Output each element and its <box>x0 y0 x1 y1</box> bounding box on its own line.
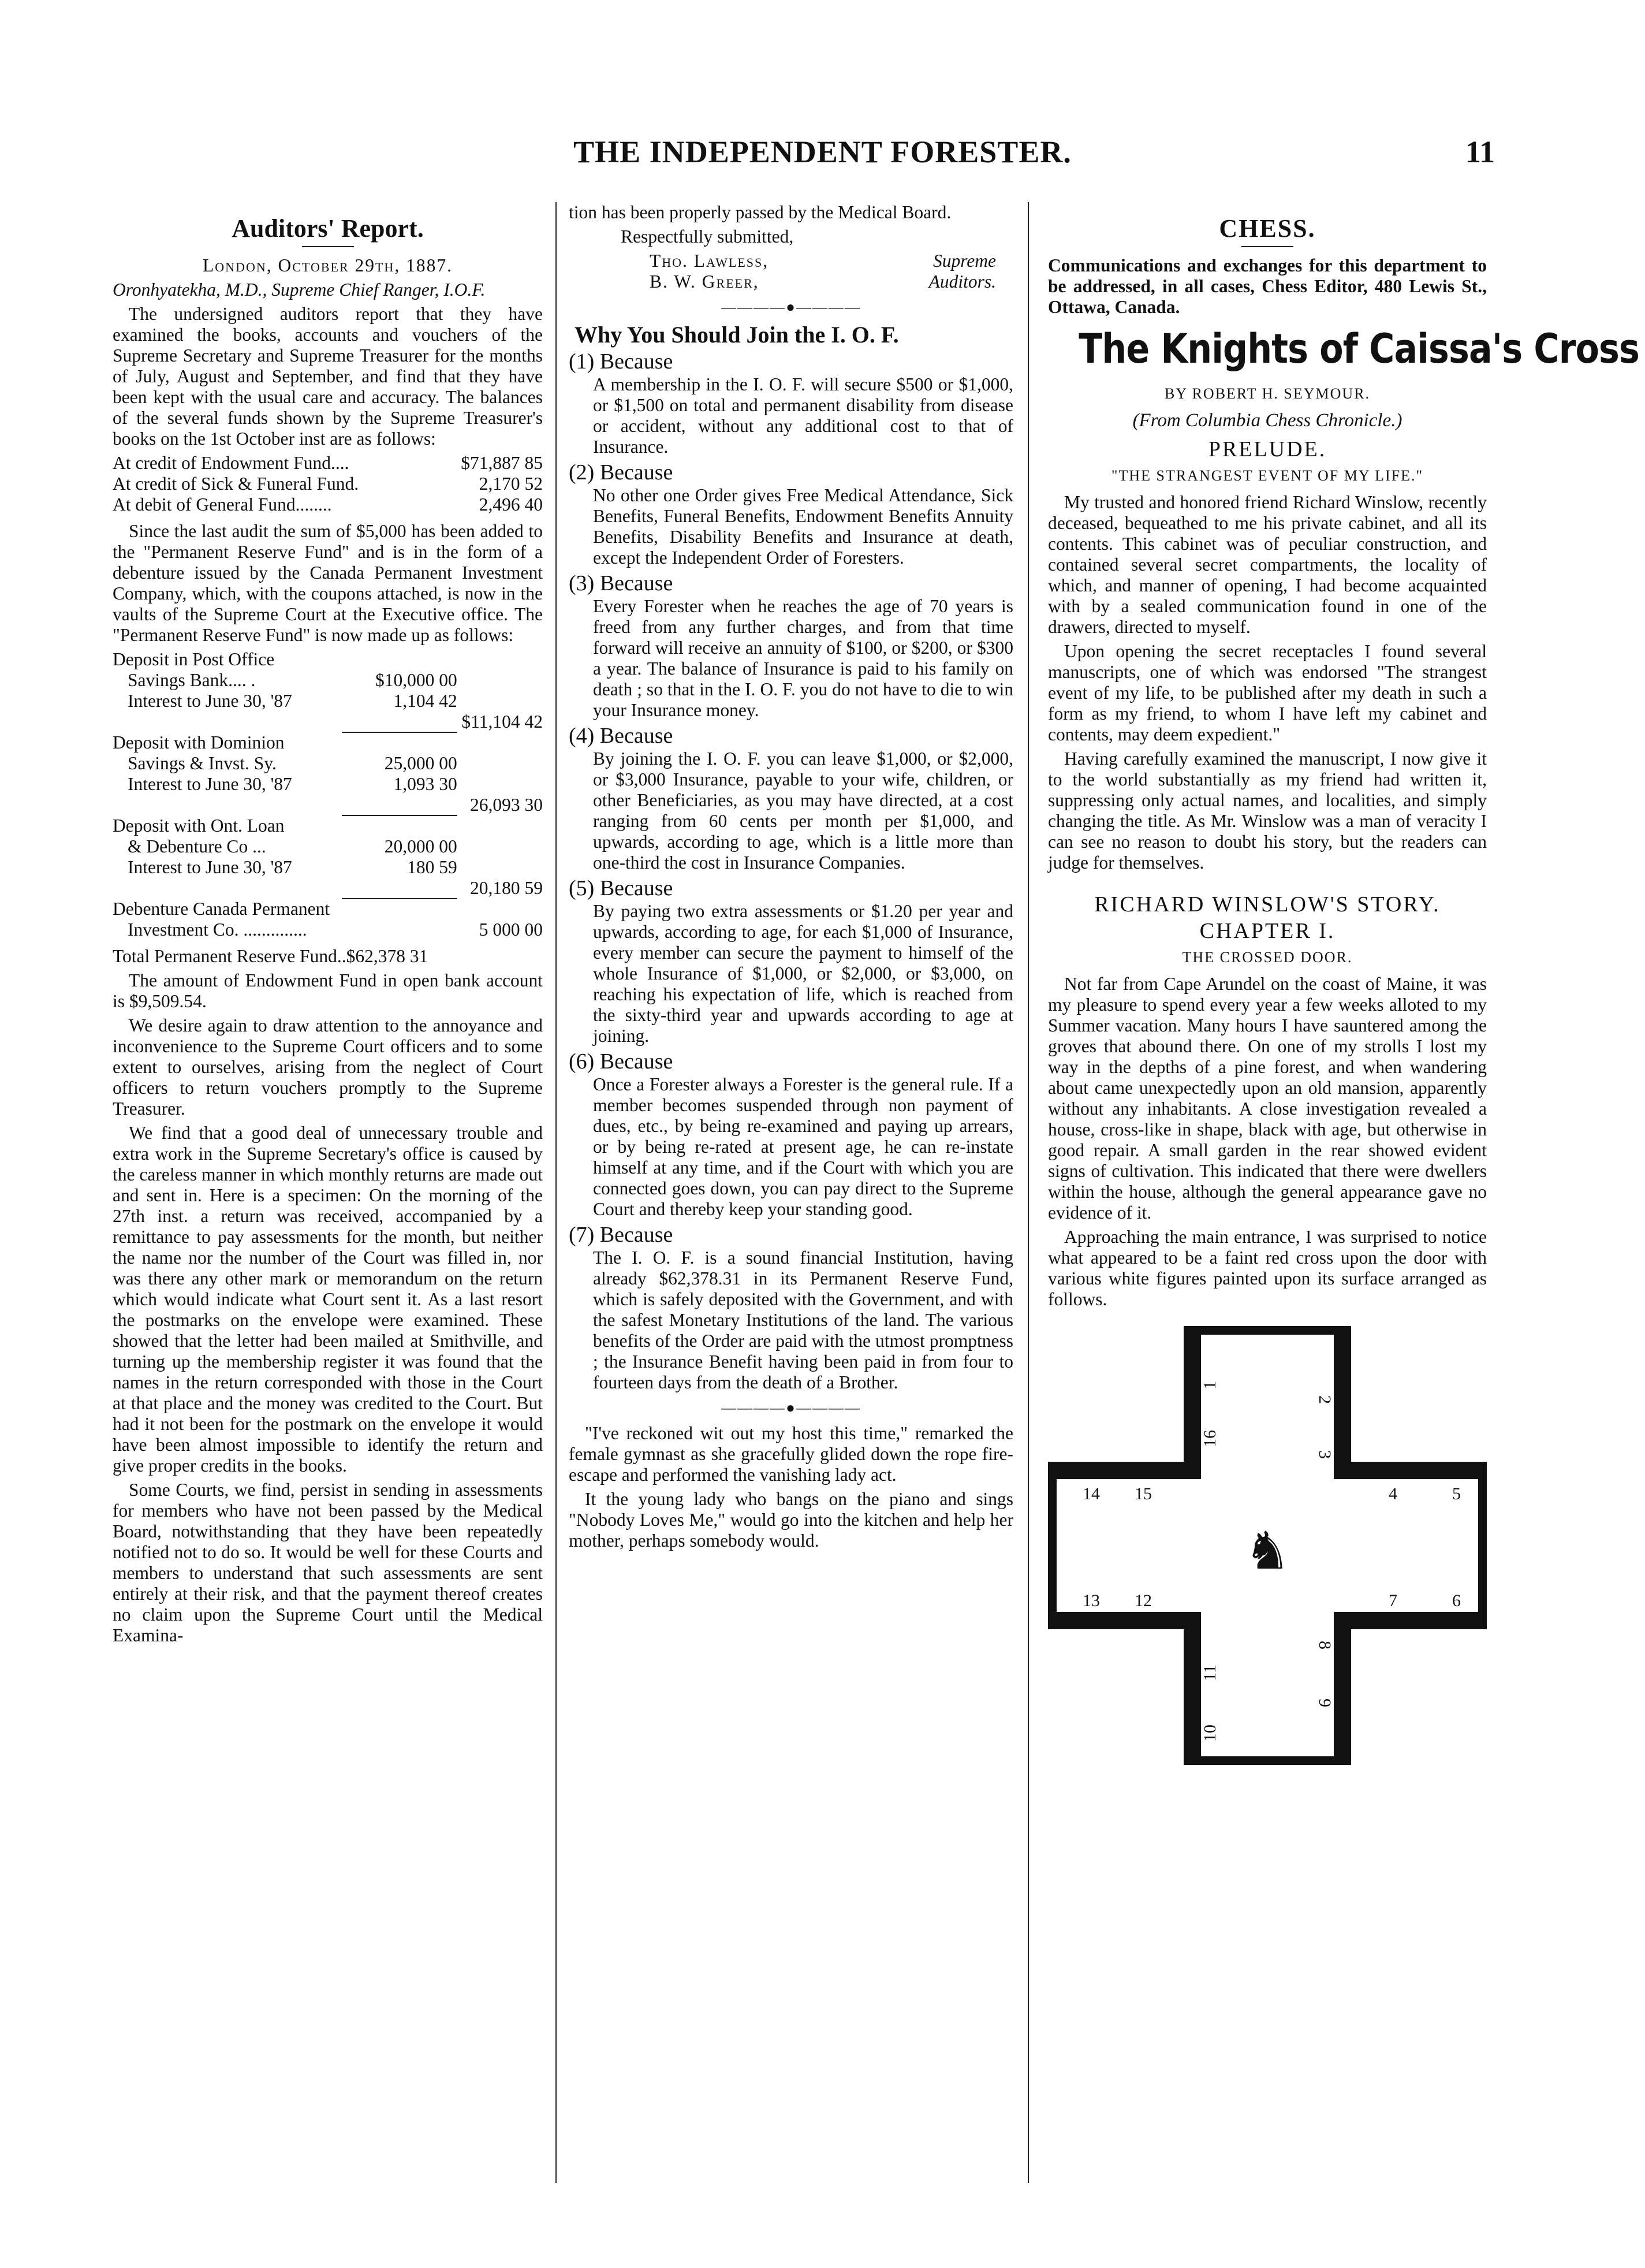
reserve-subtotal <box>342 919 457 940</box>
reserve-subtotal <box>342 732 457 753</box>
auditors-report-heading: Auditors' Report. <box>232 214 424 243</box>
cross-figure <box>1048 1326 1487 1765</box>
because-text: By paying two extra assessments or $1.20 per year and upwards, according to age, for each $1,000 of Insurance, every member can secure the payment to himself of the whole Insurance of $1,000, or $2,000, or $3,000, on reaching his expectation of life, which is reached from the sixty-third year and upwards according to age at joining. <box>593 901 1013 1046</box>
cross-number: 7 <box>1389 1591 1397 1610</box>
crossed-door-diagram <box>1048 1326 1487 1765</box>
prelude-paragraph: Upon opening the secret receptacles I found several manuscripts, one of which was endorsed "The strangest event of my life, to be published after my death in such a form as my friend, to whom I have left my cabinet and contents, may deem expedient." <box>1048 641 1487 744</box>
because-heading <box>569 1051 1013 1072</box>
reserve-amount <box>457 670 543 691</box>
because-label: Because <box>599 1049 673 1074</box>
cross-number: 9 <box>1315 1699 1334 1707</box>
cross-number: 12 <box>1135 1591 1152 1610</box>
why-join-list <box>569 351 1013 1393</box>
endowment-paragraph: The amount of Endowment Fund in open bank account is $9,509.54. <box>113 970 543 1011</box>
balance-label: At credit of Endowment Fund.... <box>113 453 349 473</box>
chapter-heading: CHAPTER I. <box>1199 919 1336 943</box>
table-row <box>113 857 543 878</box>
balance-amount: $71,887 85 <box>461 453 543 473</box>
cross-number: 2 <box>1315 1395 1334 1404</box>
why-join-heading: Why You Should Join the I. O. F. <box>575 322 899 348</box>
auditor-signer-1: Tho. Lawless, <box>650 251 769 271</box>
signature-row <box>650 271 996 292</box>
trouble-paragraph: We find that a good deal of unnecessary trouble and extra work in the Supreme Secretary's office is caused by the careless manner in which monthly returns are made out and sent in. Here is a specimen: On the morning of the 27th inst. a return was received, accompanied by a remittance to pay assessments for the month, but neither the name nor the number of the Court was filled in, nor was there any other mark or memorandum on the return which would indicate what Court sent it. As a last resort the postmarks on the envelope were examined. These showed that the letter had been mailed at Smithville, and turning up the membership register it was found that the names in the return corresponded with those in the Court at that place and the money was credited to the Court. But had it not been for the postmark on the envelope it would have been almost impossible to identify the return and give proper credits in the books. <box>113 1123 543 1476</box>
reserve-label: Interest to June 30, '87 <box>128 857 292 877</box>
reserve-label: Debenture Canada Permanent <box>113 899 330 919</box>
reserve-subtotal: 1,093 30 <box>393 774 457 794</box>
chapter-paragraph: Approaching the main entrance, I was surprised to notice what appeared to be a faint red cross upon the door with various white figures painted upon its surface arranged as follows. <box>1048 1227 1487 1309</box>
reserve-subtotal: $10,000 00 <box>375 670 457 690</box>
prelude-heading: PRELUDE. <box>1208 437 1327 461</box>
reserve-label: Deposit in Post Office <box>113 649 275 669</box>
because-label: Because <box>599 876 673 900</box>
table-row <box>113 774 543 795</box>
table-row <box>113 494 543 515</box>
reserve-amount <box>457 857 543 878</box>
reserve-amount: 26,093 30 <box>470 795 543 815</box>
story-source: (From Columbia Chess Chronicle.) <box>1132 410 1402 431</box>
page-number: 11 <box>1465 135 1495 169</box>
reserve-label: Interest to June 30, '87 <box>128 691 292 711</box>
balance-amount: 2,170 52 <box>479 474 543 494</box>
column-rule-1 <box>555 202 557 2183</box>
auditor-title-1: Supreme <box>932 251 996 271</box>
cross-number: 11 <box>1200 1664 1219 1681</box>
reserve-label: Investment Co. .............. <box>128 919 307 940</box>
table-row <box>113 649 543 670</box>
cross-number: 15 <box>1135 1484 1152 1503</box>
reserve-amount <box>457 815 543 836</box>
because-text: Every Forester when he reaches the age of 70 years is freed from any further charges, and from that time forward will receive an annuity of $100, or $200, or $300 a year. The balance of Insurance is paid to his family on death ; so that in the I. O. F. you do not have to die to win your Insurance money. <box>593 596 1013 720</box>
prelude-paragraph: My trusted and honored friend Richard Winslow, recently deceased, bequeathed to me his private cabinet, and all its contents. This cabinet was of peculiar construction, and contained several secret compartments, the locality of which, and manner of opening, I had become acquainted with by a sealed communication found in one of the drawers, directed to myself. <box>1048 492 1487 637</box>
reserve-subtotal: 25,000 00 <box>384 753 457 773</box>
knight-icon: ♞ <box>1244 1521 1291 1581</box>
courts-paragraph: Some Courts, we find, persist in sending in assessments for members who have not been passed by the Medical Board, notwithstanding that they have been repeatedly notified not to do so. It would be well for these Courts and members to understand that such assessments are sent entirely at their risk, and that the payment thereof creates no claim upon the Supreme Court until the Medical Examina- <box>113 1480 543 1645</box>
reserve-subtotal <box>342 795 457 815</box>
because-label: Because <box>599 460 673 485</box>
reserve-subtotal <box>342 899 457 919</box>
reserve-label: Savings Bank.... . <box>128 670 256 690</box>
reserve-fund-table <box>113 649 543 940</box>
reserve-label <box>113 712 342 732</box>
running-header <box>0 134 1645 180</box>
reserve-amount <box>457 836 543 857</box>
reserve-amount <box>457 732 543 753</box>
chess-heading: CHESS. <box>1219 214 1316 243</box>
cross-number: 16 <box>1200 1430 1219 1447</box>
reserve-amount: $11,104 42 <box>461 712 543 732</box>
reserve-subtotal <box>342 649 457 670</box>
reserve-label: & Debenture Co ... <box>128 836 266 856</box>
because-label: Because <box>599 571 673 595</box>
reserve-amount <box>457 649 543 670</box>
table-row <box>113 919 543 940</box>
ornament-divider: ————●———— <box>721 299 861 315</box>
reserve-label: Interest to June 30, '87 <box>128 774 292 794</box>
ornament-divider: ————●———— <box>721 1399 861 1416</box>
table-row <box>113 899 543 919</box>
reserve-amount: 5 000 00 <box>479 919 543 940</box>
because-label: Because <box>599 724 673 748</box>
cross-number: 5 <box>1452 1484 1461 1503</box>
because-heading <box>569 462 1013 483</box>
because-number: (2) <box>569 460 595 485</box>
because-heading <box>569 573 1013 594</box>
table-row <box>113 691 543 712</box>
attention-paragraph: We desire again to draw attention to the annoyance and inconvenience to the Supreme Court officers and to some extent to ourselves, arising from the neglect of Court officers to return vouchers promptly to the Supreme Treasurer. <box>113 1015 543 1119</box>
because-text: The I. O. F. is a sound financial Institution, having already $62,378.31 in its Permanent Reserve Fund, which is safely deposited with the Government, and with the safest Monetary Institutions of the land. The various benefits of the Order are paid with the utmost promptness ; the Insurance Benefit having been paid in from four to fourteen days from the death of a Brother. <box>593 1247 1013 1392</box>
filler-piano: It the young lady who bangs on the piano and sings "Nobody Loves Me," would go into the kitchen and help her mother, perhaps somebody would. <box>569 1489 1013 1551</box>
balance-label: At credit of Sick & Funeral Fund. <box>113 474 359 494</box>
cross-number: 3 <box>1315 1450 1334 1459</box>
cross-number: 14 <box>1083 1484 1100 1503</box>
because-number: (3) <box>569 571 595 595</box>
because-text: Once a Forester always a Forester is the general rule. If a member becomes suspended through non payment of dues, etc., by being re-examined and paying up arrears, or by being re-rated at present age, he can re-instate himself at any time, and if the Court with which you are connected goes down, you can pay direct to the Supreme Court and thereby keep your standing good. <box>593 1074 1013 1219</box>
reserve-total: Total Permanent Reserve Fund..$62,378 31 <box>113 946 428 966</box>
cross-number: 10 <box>1200 1725 1219 1742</box>
because-text: No other one Order gives Free Medical Attendance, Sick Benefits, Funeral Benefits, Endowment Benefits Annuity Benefits, Disability Benefits and Insurance at death, except the Independent Order of Foresters. <box>593 485 1013 568</box>
filler-gymnast: "I've reckoned wit out my host this time," remarked the female gymnast as she gracefully glided down the rope fire-escape and performed the vanishing lady act. <box>569 1423 1013 1485</box>
reserve-subtotal: 20,000 00 <box>384 836 457 856</box>
because-number: (7) <box>569 1223 595 1247</box>
heading-rule <box>1241 246 1293 247</box>
because-text: By joining the I. O. F. you can leave $1,000, or $2,000, or $3,000 Insurance, payable to your wife, children, or other Beneficiaries, as you may have directed, at a cost ranging from 60 cents per month per $1,000, and upwards, according to age, which is a little more than one-third the cost in Insurance Companies. <box>593 748 1013 873</box>
reserve-amount <box>457 691 543 712</box>
table-row <box>113 453 543 474</box>
reserve-label: Deposit with Ont. Loan <box>113 815 285 836</box>
table-row <box>113 732 543 753</box>
reserve-amount <box>457 899 543 919</box>
cross-number: 13 <box>1083 1591 1100 1610</box>
column-2 <box>569 202 1013 1555</box>
table-row <box>113 474 543 494</box>
cross-number: 1 <box>1200 1381 1219 1390</box>
because-heading <box>569 351 1013 372</box>
chess-notice: Communications and exchanges for this department to be addressed, in all cases, Chess Editor, 480 Lewis St., Ottawa, Canada. <box>1048 255 1487 317</box>
story-title: The Knights of Caissa's Cross <box>1079 325 1639 373</box>
heading-rule <box>302 246 354 247</box>
table-row <box>113 878 543 899</box>
reserve-subtotal <box>342 878 457 899</box>
table-row <box>113 670 543 691</box>
prelude-quote: "THE STRANGEST EVENT OF MY LIFE." <box>1111 467 1424 484</box>
reserve-amount <box>457 753 543 774</box>
balances-table <box>113 453 543 515</box>
reserve-paragraph: Since the last audit the sum of $5,000 has been added to the "Permanent Reserve Fund" and is in the form of a debenture issued by the Canada Permanent Investment Company, which, with the coupons attached, is now in the vaults of the Supreme Court at the Executive office. The "Permanent Reserve Fund" is now made up as follows: <box>113 521 543 645</box>
chapter-paragraph: Not far from Cape Arundel on the coast of Maine, it was my pleasure to spend every year a few weeks alloted to my Summer vacation. Many hours I have sauntered among the groves that abound there. On one of my strolls I lost my way in the depths of a pine forest, and when wandering about came unexpectedly upon an old mansion, apparently without any inhabitants. A close investigation revealed a house, cross-like in shape, black with age, but otherwise in good repair. A small garden in the rear showed evident signs of cultivation. This indicated that there were dwellers within the house, although the general appearance gave no evidence of it. <box>1048 974 1487 1223</box>
because-number: (4) <box>569 724 595 748</box>
reserve-amount: 20,180 59 <box>470 878 543 898</box>
story-byline: BY ROBERT H. SEYMOUR. <box>1164 385 1371 402</box>
cross-number: 6 <box>1452 1591 1461 1610</box>
reserve-subtotal: 1,104 42 <box>393 691 457 711</box>
because-label: Because <box>599 1223 673 1247</box>
column-1 <box>113 202 543 1649</box>
because-number: (6) <box>569 1049 595 1074</box>
story-heading: RICHARD WINSLOW'S STORY. <box>1094 892 1441 917</box>
because-heading <box>569 1224 1013 1245</box>
publication-title: THE INDEPENDENT FORESTER. <box>573 135 1072 169</box>
report-addressee: Oronhyatekha, M.D., Supreme Chief Ranger, I.O.F. <box>113 280 486 300</box>
reserve-amount <box>457 774 543 795</box>
because-text: A membership in the I. O. F. will secure $500 or $1,000, or $1,500 on total and permanent disability from disease or accident, without any additional cost to that of Insurance. <box>593 374 1013 457</box>
balance-amount: 2,496 40 <box>479 494 543 515</box>
because-number: (5) <box>569 876 595 900</box>
reserve-label: Savings & Invst. Sy. <box>128 753 277 773</box>
auditor-signer-2: B. W. Greer, <box>650 271 759 292</box>
signature-row <box>650 251 996 271</box>
because-number: (1) <box>569 349 595 374</box>
table-row <box>113 753 543 774</box>
reserve-subtotal <box>342 712 457 732</box>
prelude-paragraph: Having carefully examined the manuscript, I now give it to the world substantially as my friend had written it, suppressing only actual names, and localities, and simply changing the title. As Mr. Winslow was a man of veracity I can see no reason to doubt his story, but the readers can judge for themselves. <box>1048 748 1487 873</box>
report-continuation: tion has been properly passed by the Medical Board. <box>569 202 952 222</box>
report-dateline: London, October 29th, 1887. <box>203 255 453 275</box>
reserve-label <box>113 878 342 899</box>
because-heading <box>569 878 1013 899</box>
column-3 <box>1048 202 1639 1765</box>
table-row <box>113 815 543 836</box>
table-row <box>113 836 543 857</box>
respectfully-submitted: Respectfully submitted, <box>621 226 794 247</box>
column-rule-2 <box>1028 202 1029 2183</box>
reserve-label <box>113 795 342 815</box>
table-row <box>113 712 543 732</box>
report-intro: The undersigned auditors report that they have examined the books, accounts and vouchers of the Supreme Secretary and Supreme Treasurer for the months of July, August and September, and find that they have been kept with the usual care and accuracy. The balances of the several funds shown by the Supreme Treasurer's books on the 1st October inst are as follows: <box>113 304 543 449</box>
reserve-subtotal: 180 59 <box>407 857 457 877</box>
because-heading <box>569 725 1013 746</box>
cross-number: 8 <box>1315 1641 1334 1649</box>
table-row <box>113 795 543 815</box>
chapter-title: THE CROSSED DOOR. <box>1182 949 1353 966</box>
reserve-subtotal <box>342 815 457 836</box>
because-label: Because <box>599 349 673 374</box>
reserve-label: Deposit with Dominion <box>113 732 285 753</box>
cross-number: 4 <box>1389 1484 1397 1503</box>
auditor-title-2: Auditors. <box>928 271 996 292</box>
balance-label: At debit of General Fund........ <box>113 494 332 515</box>
